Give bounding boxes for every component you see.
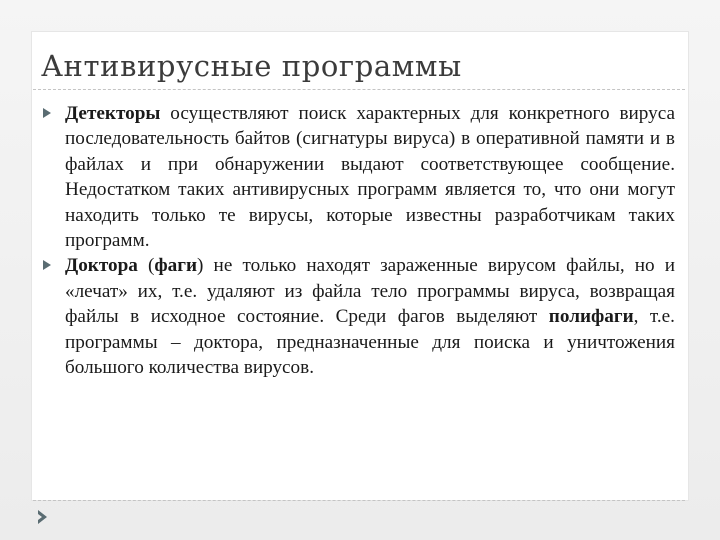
triangle-right-icon [43, 260, 51, 270]
term-doctors: Доктора [65, 255, 138, 277]
polyphages-description: , т.е. программы – доктора, предназначенные для поиска и уничтожения большого количества вирусов. [65, 306, 675, 379]
term-polyphages: полифаги [548, 306, 634, 328]
detectors-description: осуществляют поиск характерных для конкретного вируса последовательность байтов (сигнатуры вируса) в оперативной памяти и в файлах и при обнаружении выдают соответствующее сообщение. Недостатком таких антивирусных программ является то, что они могут находить только те вирусы, которые известны разработчикам таких программ. [65, 103, 675, 252]
title-divider [33, 89, 685, 90]
bullet-text [65, 253, 675, 380]
term-detectors: Детекторы [65, 103, 161, 124]
paren-open: ( [137, 255, 155, 277]
bullet-item-detectors [40, 101, 675, 253]
footer-divider [33, 500, 685, 501]
bullet-text [65, 101, 675, 253]
chevron-right-icon[interactable] [36, 509, 50, 525]
slide-title: Антивирусные программы [41, 49, 462, 83]
bullet-item-doctors [40, 253, 675, 380]
triangle-right-icon [43, 108, 51, 118]
doctors-description: ) не только находят зараженные вирусом файлы, но и «лечат» их, т.е. удаляют из файла тело программы вируса, возвращая файлы в исходное состояние. Среди фагов выделяют [65, 255, 675, 328]
term-phages: фаги [154, 255, 198, 277]
bullet-list [40, 101, 675, 380]
